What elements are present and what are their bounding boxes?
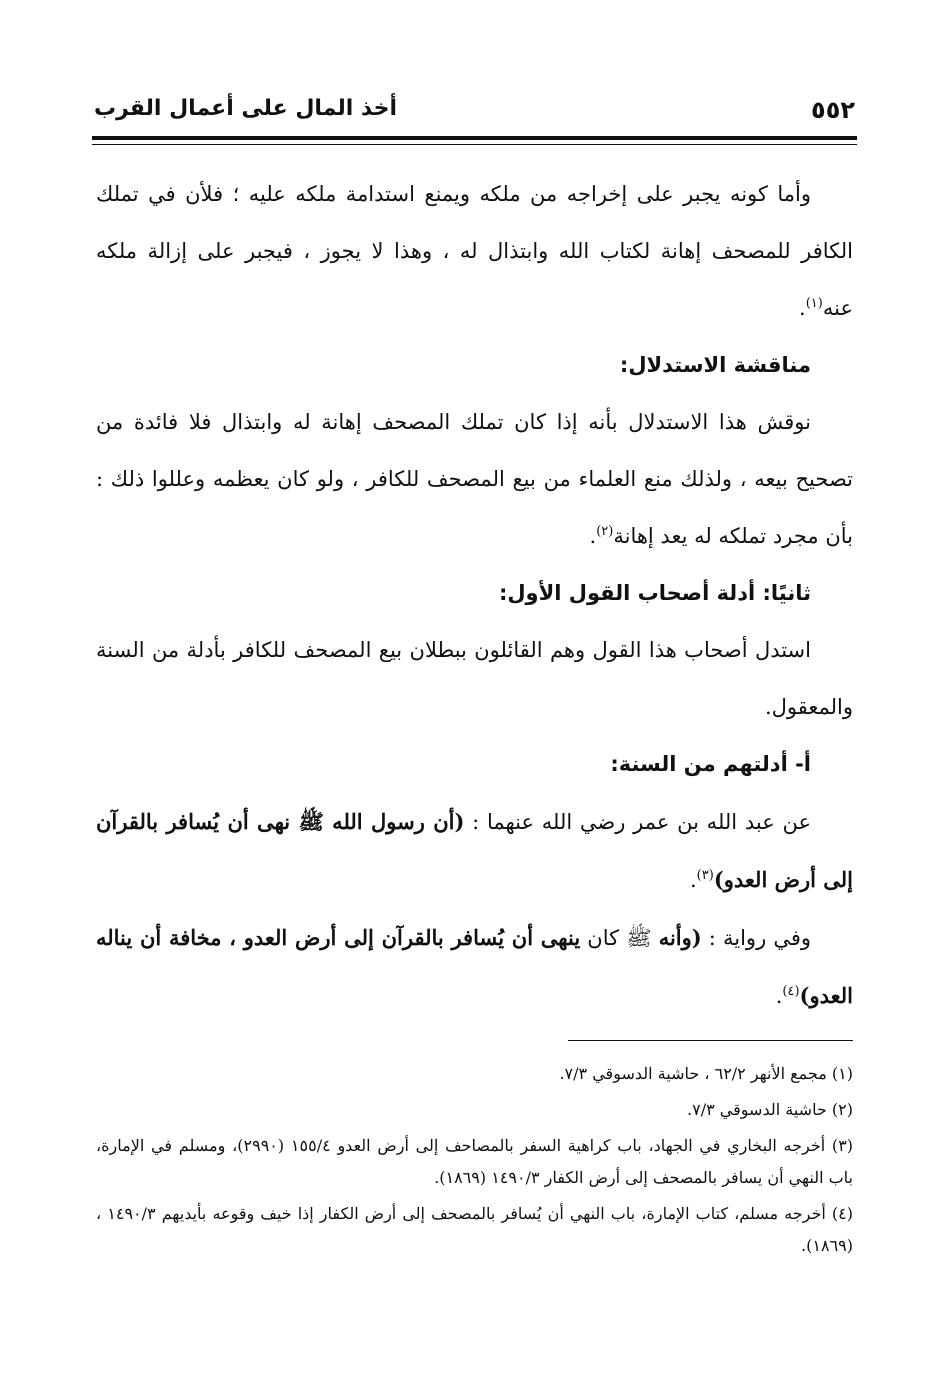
paragraph-5-end: . xyxy=(775,984,783,1008)
paragraph-3: استدل أصحاب هذا القول وهم القائلون ببطلان بيع المصحف للكافر بأدلة من السنة والمعقول. xyxy=(96,638,853,719)
footnote-ref-1: (١) xyxy=(805,296,823,311)
footnote-ref-2: (٢) xyxy=(596,524,614,539)
heading-sunnah-evidence: أ- أدلتهم من السنة: xyxy=(610,752,811,776)
heading-first-opinion-evidence: ثانيًا: أدلة أصحاب القول الأول: xyxy=(498,581,811,605)
footnote-3: (٣) أخرجه البخاري في الجهاد، باب كراهية السفر بالمصاحف إلى أرض العدو ١٥٥/٤ (٢٩٩٠)، ومسلم في الإمارة، باب النهي أن يسافر بالمصحف إلى أرض الكفار ١٤٩٠/٣ (١٨٦٩). xyxy=(96,1136,854,1187)
hadith-text-2a: (وأنه xyxy=(658,925,702,950)
page-number: ٥٥٢ xyxy=(811,96,855,124)
paragraph-4-end: . xyxy=(689,868,697,892)
heading-discussion: مناقشة الاستدلال: xyxy=(619,353,811,377)
footnote-2: (٢) حاشية الدسوقي ٧/٣. xyxy=(687,1100,853,1119)
paragraph-1-end: . xyxy=(799,296,806,320)
paragraph-5-mid: ﷺ كان xyxy=(580,926,659,950)
header-rule-thin xyxy=(92,144,857,145)
paragraph-5-intro: وفي رواية : xyxy=(701,926,812,950)
header-rule-thick xyxy=(92,136,857,140)
footnote-ref-4: (٤) xyxy=(782,984,800,999)
hadith-text-1: (أن رسول الله ﷺ نهى أن يُسافر بالقرآن إلى أرض العدو) xyxy=(96,809,853,892)
paragraph-4 xyxy=(96,793,853,909)
paragraph-5 xyxy=(96,909,853,1025)
paragraph-2 xyxy=(96,394,853,565)
paragraph-1-text: وأما كونه يجبر على إخراجه من ملكه ويمنع استدامة ملكه عليه ؛ فلأن في تملك الكافر للمصحف إهانة لكتاب الله وابتذال له ، وهذا لا يجوز ، فيجبر على إزالة ملكه عنه xyxy=(96,182,853,320)
running-title: أخذ المال على أعمال القرب xyxy=(94,96,398,121)
footnote-ref-3: (٣) xyxy=(696,868,714,883)
paragraph-2-end: . xyxy=(589,524,597,548)
paragraph-4-intro: عن عبد الله بن عمر رضي الله عنهما : xyxy=(464,810,811,834)
footnote-1: (١) مجمع الأنهر ٦٢/٢ ، حاشية الدسوقي ٧/٣. xyxy=(559,1064,853,1083)
footnotes xyxy=(96,1058,853,1266)
hadith-text-2b: ينهى أن يُسافر بالقرآن إلى أرض العدو ، مخافة أن يناله العدو) xyxy=(96,925,853,1008)
footnote-separator xyxy=(568,1040,853,1041)
paragraph-2-text: نوقش هذا الاستدلال بأنه إذا كان تملك المصحف إهانة له وابتذال فلا فائدة من تصحيح بيعه ، ولذلك منع العلماء من بيع المصحف للكافر ، ولو كان يعظمه وعللوا ذلك : بأن مجرد تملكه له يعد إهانة xyxy=(96,410,853,548)
paragraph-1 xyxy=(96,166,853,337)
footnote-4: (٤) أخرجه مسلم، كتاب الإمارة، باب النهي أن يُسافر بالمصحف إلى أرض الكفار إذا خيف وقوعه بأيديهم ١٤٩٠/٣ ، (١٨٦٩). xyxy=(96,1204,854,1255)
main-text xyxy=(96,166,853,1025)
page-header xyxy=(94,92,855,132)
